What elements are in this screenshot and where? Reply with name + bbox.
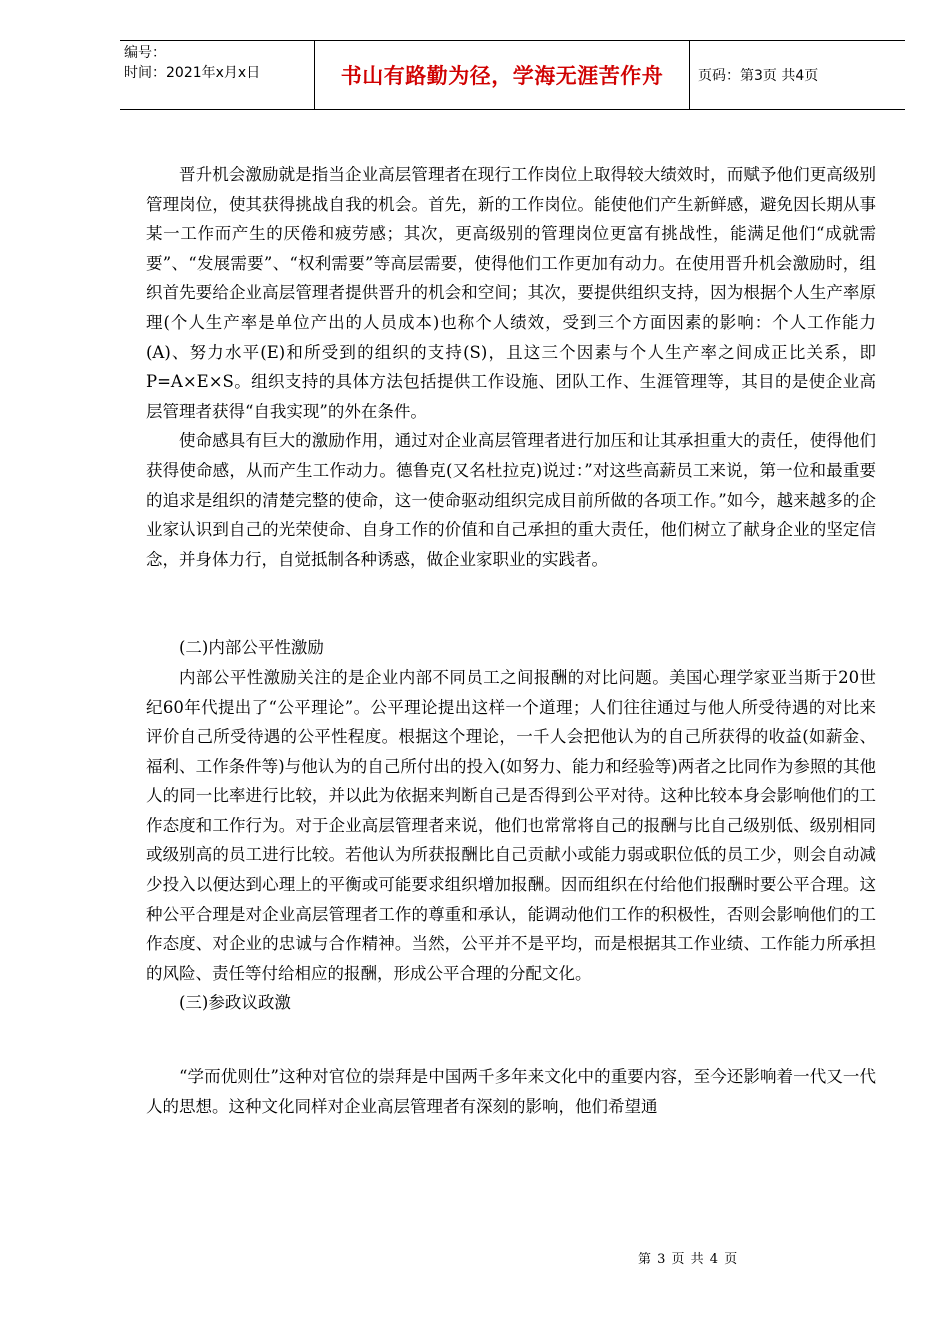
spacer [146,574,876,633]
page-footer: 第 3 页 共 4 页 [638,1252,738,1267]
header-number-label: 编号： [124,45,166,61]
section-heading-internal-fairness: (二)内部公平性激励 [179,638,324,658]
paragraph-officialdom: “学而优则仕”这种对官位的崇拜是中国两千多年来文化中的重要内容，至今还影响着一代又一代人的思想。这种文化同样对企业高层管理者有深刻的影响，他们希望通 [146,1067,876,1116]
paragraph-mission: 使命感具有巨大的激励作用，通过对企业高层管理者进行加压和让其承担重大的责任，使得他们获得使命感，从而产生工作动力。德鲁克(又名杜拉克)说过：”对这些高薪员工来说，第一位和最重要的追求是组织的清楚完整的使命，这一使命驱动组织完成目前所做的各项工作。”如今，越来越多的企业家认识到自己的光荣使命、自身工作的价值和自己承担的重大责任，他们树立了献身企业的坚定信念，并身体力行，自觉抵制各种诱惑，做企业家职业的实践者。 [146,431,876,569]
spacer [146,1018,876,1062]
document-body [146,160,876,1121]
header-motto: 书山有路勤为径，学海无涯苦作舟 [315,41,690,109]
paragraph-promotion: 晋升机会激励就是指当企业高层管理者在现行工作岗位上取得较大绩效时，而赋予他们更高级别管理岗位，使其获得挑战自我的机会。首先，新的工作岗位。能使他们产生新鲜感，避免因长期从事某一工作而产生的厌倦和疲劳感；其次，更高级别的管理岗位更富有挑战性，能满足他们“成就需要”、“发展需要”、“权利需要”等高层需要，使得他们工作更加有动力。在使用晋升机会激励时，组织首先要给企业高层管理者提供晋升的机会和空间；其次，要提供组织支持，因为根据个人生产率原理(个人生产率是单位产出的人员成本)也称个人绩效，受到三个方面因素的影响：个人工作能力(A)、努力水平(E)和所受到的组织的支持(S)，且这三个因素与个人生产率之间成正比关系，即P=A×E×S。组织支持的具体方法包括提供工作设施、团队工作、生涯管理等，其目的是使企业高层管理者获得“自我实现”的外在条件。 [146,165,876,421]
paragraph-fairness: 内部公平性激励关注的是企业内部不同员工之间报酬的对比问题。美国心理学家亚当斯于20世纪60年代提出了“公平理论”。公平理论提出这样一个道理；人们往往通过与他人所受待遇的对比来评价自己所受待遇的公平性程度。根据这个理论，一千人会把他认为的自己所获得的收益(如薪金、福利、工作条件等)与他认为的自己所付出的投入(如努力、能力和经验等)两者之比同作为参照的其他人的同一比率进行比较，并以此为依据来判断自己是否得到公平对待。这种比较本身会影响他们的工作态度和工作行为。对于企业高层管理者来说，他们也常常将自己的报酬与比自己级别低、级别相同或级别高的员工进行比较。若他认为所获报酬比自己贡献小或能力弱或职位低的员工少，则会自动减少投入以便达到心理上的平衡或可能要求组织增加报酬。因而组织在付给他们报酬时要公平合理。这种公平合理是对企业高层管理者工作的尊重和承认，能调动他们工作的积极性，否则会影响他们的工作态度、对企业的忠诚与合作精神。当然，公平并不是平均，而是根据其工作业绩、工作能力所承担的风险、责任等付给相应的报酬，形成公平合理的分配文化。 [146,667,876,983]
header-meta [120,41,315,109]
header-page-info: 页码：第3页 共4页 [698,68,819,84]
page-header [120,40,905,110]
section-heading-participation: (三)参政议政激 [179,993,291,1013]
header-time-label: 时间：2021年x月x日 [124,65,261,81]
